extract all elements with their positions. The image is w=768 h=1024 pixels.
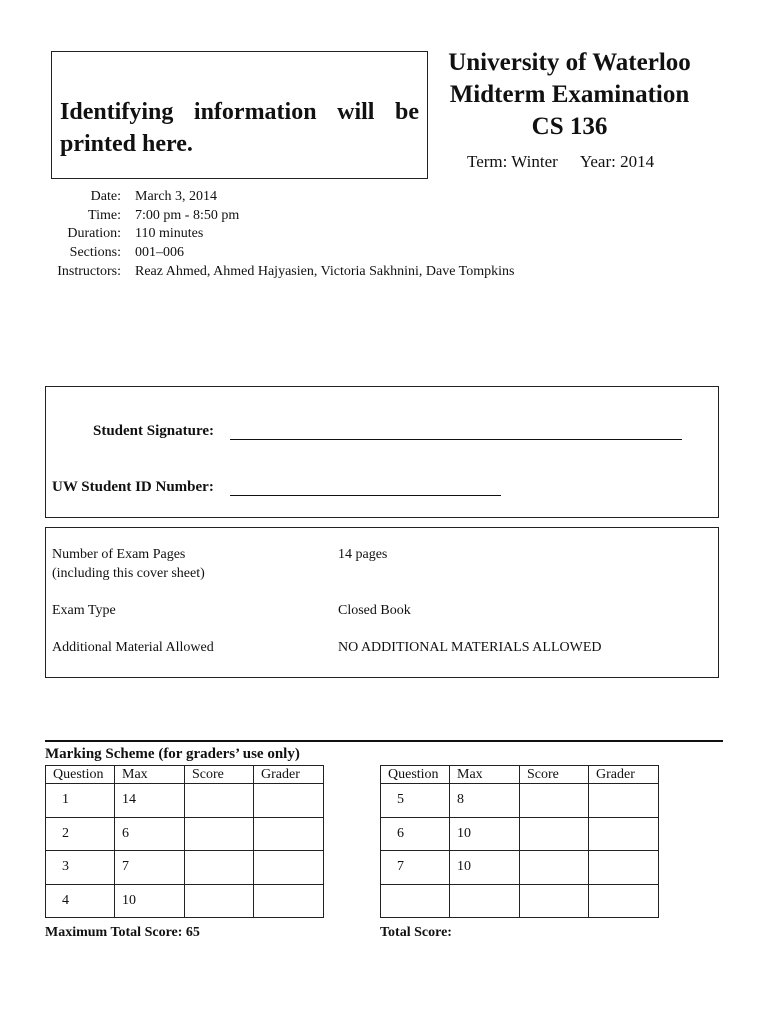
grader-cell[interactable] (589, 817, 659, 851)
info-row-instructors (47, 263, 514, 282)
term-label: Term: Winter (467, 152, 558, 171)
grader-cell[interactable] (254, 784, 324, 818)
table-row (381, 884, 659, 918)
signature-box (45, 386, 719, 518)
table-row (46, 851, 324, 885)
score-cell[interactable] (520, 784, 589, 818)
header-max: Max (115, 766, 185, 784)
table-row (381, 784, 659, 818)
table-header-row (381, 766, 659, 784)
question-max (450, 884, 520, 918)
additional-material-label: Additional Material Allowed (52, 640, 214, 655)
question-number: 3 (46, 851, 115, 885)
exam-info-list (47, 188, 514, 282)
header-score: Score (185, 766, 254, 784)
table-row (46, 784, 324, 818)
question-max: 6 (115, 817, 185, 851)
university-name: University of Waterloo (448, 49, 691, 76)
info-row-time (47, 207, 514, 226)
exam-pages-label-group (52, 546, 205, 583)
question-max: 10 (450, 851, 520, 885)
header-score: Score (520, 766, 589, 784)
info-label: Time: (88, 207, 121, 223)
header-question: Question (381, 766, 450, 784)
exam-details-box (45, 527, 719, 678)
question-max: 14 (115, 784, 185, 818)
student-id-label: UW Student ID Number: (52, 479, 214, 495)
question-number: 4 (46, 884, 115, 918)
info-label: Sections: (69, 245, 121, 261)
grader-cell[interactable] (589, 884, 659, 918)
marking-table-right (380, 765, 659, 918)
table-row (381, 817, 659, 851)
exam-pages-sublabel: (including this cover sheet) (52, 565, 205, 581)
student-signature-field[interactable] (230, 439, 682, 440)
score-cell[interactable] (520, 851, 589, 885)
score-cell[interactable] (185, 884, 254, 918)
exam-name: Midterm Examination (449, 81, 690, 108)
table-row (46, 884, 324, 918)
marking-table-left (45, 765, 324, 918)
course-code: CS 136 (531, 113, 608, 140)
exam-type-label: Exam Type (52, 603, 116, 618)
marking-scheme-title: Marking Scheme (for graders’ use only) (45, 746, 300, 762)
question-max: 10 (450, 817, 520, 851)
total-score-label: Total Score: (380, 925, 452, 940)
score-cell[interactable] (185, 784, 254, 818)
question-max: 8 (450, 784, 520, 818)
grader-cell[interactable] (254, 851, 324, 885)
grader-cell[interactable] (254, 884, 324, 918)
table-row (381, 851, 659, 885)
grader-cell[interactable] (254, 817, 324, 851)
header-max: Max (450, 766, 520, 784)
question-number: 2 (46, 817, 115, 851)
info-label: Date: (90, 189, 121, 204)
exam-pages-label: Number of Exam Pages (52, 547, 186, 562)
info-row-duration (47, 225, 514, 244)
table-header-row (46, 766, 324, 784)
question-number (381, 884, 450, 918)
question-number: 7 (381, 851, 450, 885)
info-value: 001–006 (135, 245, 184, 261)
section-divider (45, 740, 723, 742)
info-value: Reaz Ahmed, Ahmed Hajyasien, Victoria Sakhnini, Dave Tompkins (135, 263, 515, 279)
info-row-sections (47, 244, 514, 263)
identifying-info-box (51, 51, 428, 179)
info-label: Instructors: (57, 263, 121, 279)
question-max: 10 (115, 884, 185, 918)
question-number: 6 (381, 817, 450, 851)
header-grader: Grader (589, 766, 659, 784)
student-id-field[interactable] (230, 495, 501, 496)
info-value: 7:00 pm - 8:50 pm (135, 207, 240, 223)
score-cell[interactable] (520, 884, 589, 918)
additional-material-value: NO ADDITIONAL MATERIALS ALLOWED (338, 640, 602, 655)
maximum-total-score: Maximum Total Score: 65 (45, 925, 200, 940)
info-value: March 3, 2014 (135, 189, 218, 204)
grader-cell[interactable] (589, 851, 659, 885)
identifying-info-text: Identifying information will be printed here. (60, 99, 419, 157)
grader-cell[interactable] (589, 784, 659, 818)
score-cell[interactable] (185, 817, 254, 851)
student-signature-label: Student Signature: (93, 423, 214, 439)
term-year-line (467, 152, 654, 172)
exam-pages-value: 14 pages (338, 547, 388, 562)
question-max: 7 (115, 851, 185, 885)
info-row-date (47, 188, 514, 207)
score-cell[interactable] (520, 817, 589, 851)
question-number: 1 (46, 784, 115, 818)
info-value: 110 minutes (135, 226, 204, 242)
question-number: 5 (381, 784, 450, 818)
table-row (46, 817, 324, 851)
exam-title (432, 47, 707, 143)
year-label: Year: 2014 (579, 152, 655, 171)
header-question: Question (46, 766, 115, 784)
score-cell[interactable] (185, 851, 254, 885)
exam-type-value: Closed Book (338, 603, 411, 618)
header-grader: Grader (254, 766, 324, 784)
info-label: Duration: (67, 226, 121, 242)
